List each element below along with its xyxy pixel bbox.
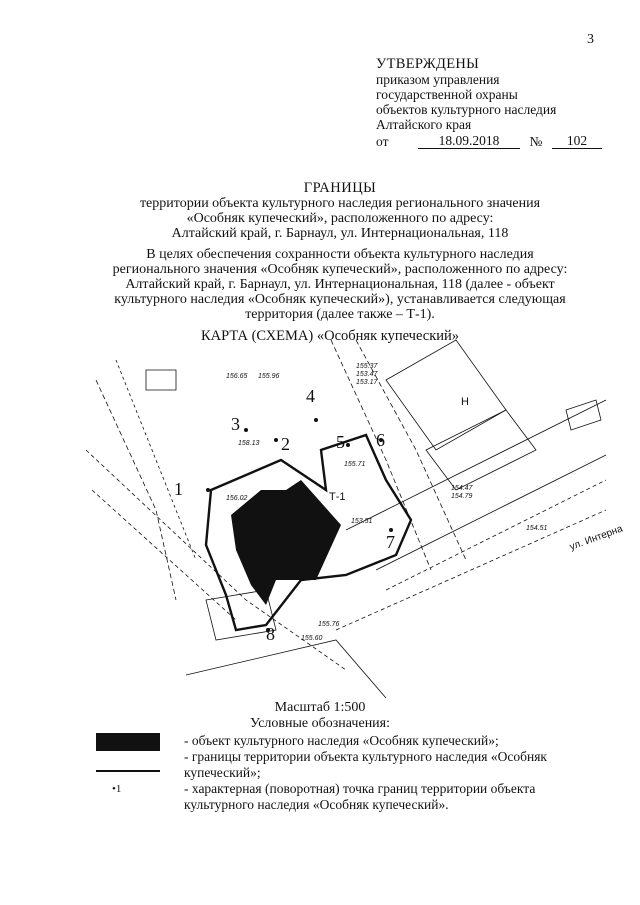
boundary-point — [244, 428, 248, 432]
boundary-point — [274, 438, 278, 442]
map-scale: Масштаб 1:500 — [274, 700, 366, 715]
point-label: 3 — [231, 414, 240, 434]
elevation-label: 156.02 — [226, 495, 248, 502]
paragraph-line: Алтайский край, г. Барнаул, ул. Интернациональная, 118 (далее - объект — [125, 277, 555, 292]
approval-date-line — [376, 133, 616, 149]
street-label: ул. Интерна — [568, 523, 625, 553]
legend-item: - границы территории объекта культурного наследия «Особняк купеческий»; — [184, 749, 547, 780]
paragraph-line: территория (далее также – Т-1). — [245, 307, 435, 322]
map-title: КАРТА (СХЕМА) «Особняк купеческий» — [200, 328, 460, 344]
elevation-label: 153.47 — [356, 371, 378, 378]
title-line: территории объекта культурного наследия регионального значения — [139, 196, 541, 211]
street-edge — [386, 480, 606, 590]
page-number: 3 — [587, 32, 594, 47]
elevation-label: 155.37 — [356, 363, 378, 370]
approval-heading: УТВЕРЖДЕНЫ — [376, 56, 480, 72]
neighbour-building — [426, 410, 536, 490]
paragraph-line: регионального значения «Особняк купеческий», расположенного по адресу: — [112, 262, 568, 277]
number-label: № — [529, 134, 543, 149]
date-label: от — [376, 134, 389, 149]
approval-block — [376, 57, 616, 149]
street-edge — [346, 400, 606, 530]
elevation-label: 155.71 — [344, 461, 366, 468]
elevation-label: 154.47 — [451, 485, 473, 492]
title-heading: ГРАНИЦЫ — [303, 180, 377, 196]
paragraph-line: культурного наследия «Особняк купеческий»), устанавливается следующая — [114, 292, 566, 307]
street-edge — [96, 380, 176, 600]
legend-swatch-point: •1 — [112, 783, 122, 795]
neighbour-building — [566, 400, 601, 430]
title-line: «Особняк купеческий», расположенного по адресу: — [186, 211, 494, 226]
point-label: 8 — [266, 624, 275, 644]
elevation-label: 155.60 — [301, 635, 323, 642]
legend-swatch-boundary — [96, 770, 160, 772]
boundary-point — [346, 443, 350, 447]
point-label: 7 — [386, 532, 395, 552]
boundary-point — [206, 488, 210, 492]
legend-heading: Условные обозначения: — [249, 716, 391, 731]
approval-line: Алтайского края — [376, 117, 472, 132]
point-label: 4 — [306, 386, 315, 406]
legend-item: - объект культурного наследия «Особняк купеческий»; — [184, 733, 499, 748]
legend-swatch-object — [96, 733, 160, 751]
point-label: 6 — [376, 430, 385, 450]
street-edge — [92, 490, 236, 620]
elevation-label: 155.96 — [258, 373, 280, 380]
elevation-label: 154.51 — [526, 525, 548, 532]
document-title — [60, 181, 620, 241]
approval-line: приказом управления — [376, 72, 500, 87]
intro-paragraph — [60, 247, 620, 322]
heritage-object — [231, 480, 341, 605]
boundary-map — [86, 340, 625, 698]
boundary-point — [314, 418, 318, 422]
street-edge — [331, 340, 431, 570]
elevation-label: 153.17 — [356, 379, 378, 386]
order-number: 102 — [552, 133, 602, 149]
territory-label: Т-1 — [329, 491, 346, 503]
neighbour-building — [146, 370, 176, 390]
legend-item: - характерная (поворотная) точка границ территории объекта культурного наследия «Особняк купеческий». — [184, 781, 536, 812]
point-label: 1 — [174, 479, 183, 499]
elevation-label: 156.65 — [226, 373, 248, 380]
elevation-label: 153.51 — [351, 518, 373, 525]
elevation-label: 154.79 — [451, 493, 473, 500]
order-date: 18.09.2018 — [418, 133, 520, 149]
street-edge — [186, 640, 386, 698]
elevation-label: 158.13 — [238, 440, 260, 447]
approval-line: государственной охраны — [376, 87, 518, 102]
point-label: 2 — [281, 434, 290, 454]
title-line: Алтайский край, г. Барнаул, ул. Интернациональная, 118 — [171, 226, 509, 241]
point-label: 5 — [336, 432, 345, 452]
building-letter: Н — [461, 396, 469, 408]
paragraph-line: В целях обеспечения сохранности объекта культурного наследия — [146, 247, 534, 262]
approval-line: объектов культурного наследия — [376, 102, 557, 117]
legend-items — [184, 733, 604, 813]
neighbour-building — [386, 340, 506, 450]
elevation-label: 155.76 — [318, 621, 340, 628]
